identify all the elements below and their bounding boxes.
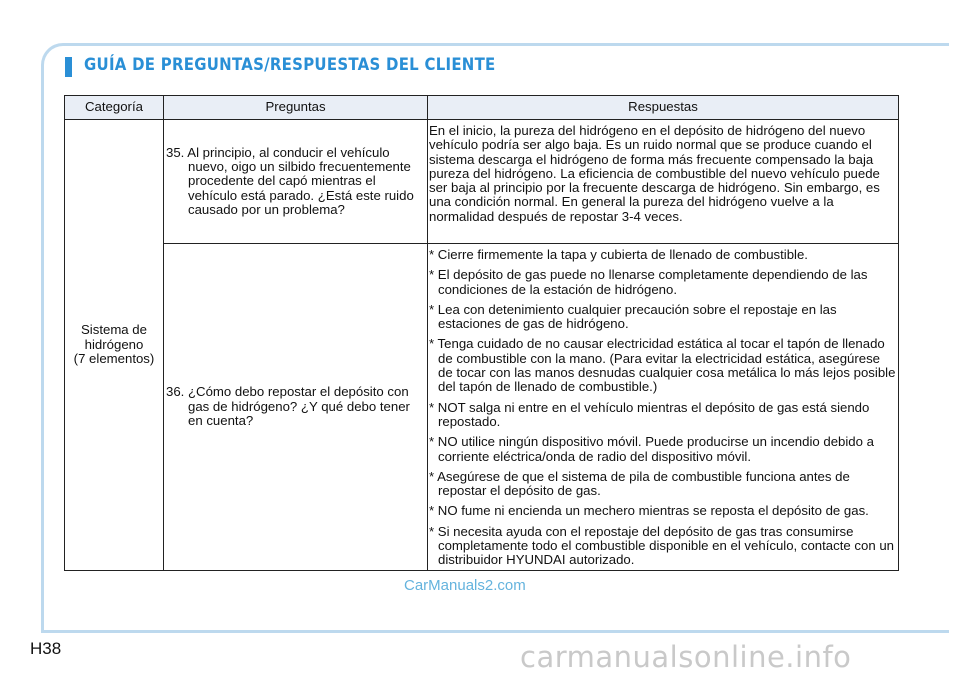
answer-bullet: * Tenga cuidado de no causar electricidad estática al tocar el tapón de llenado de combustible con la mano. (Para evitar la electricidad estática, asegúrese de tocar con las manos desnudas cualquier cosa metálica lo más lejos posible del tapón de llenado de combustible.) xyxy=(429,336,896,395)
header-answers: Respuestas xyxy=(428,96,899,120)
answer-35 xyxy=(428,120,899,244)
answer-bullet: * NO fume ni encienda un mechero mientras se reposta el depósito de gas. xyxy=(429,503,869,519)
category-line: Sistema de xyxy=(81,322,147,338)
category-cell xyxy=(65,120,164,571)
table-row xyxy=(65,120,899,244)
watermark-text: CarManuals2.com xyxy=(404,577,526,594)
question-36 xyxy=(164,244,428,571)
category-line: (7 elementos) xyxy=(73,350,155,366)
question-text: 35. Al principio, al conducir el vehículo nuevo, oigo un silbido frecuentemente procedente del capó mientras el vehículo está parado. ¿Está este ruido causado por un problema? xyxy=(166,144,414,217)
header-questions: Preguntas xyxy=(164,96,428,120)
answer-bullet: * Asegúrese de que el sistema de pila de combustible funciona antes de repostar el depósito de gas. xyxy=(429,468,850,499)
table-row xyxy=(65,244,899,571)
answer-36 xyxy=(428,244,899,571)
answer-bullet: * Si necesita ayuda con el repostaje del depósito de gas tras consumirse completamente todo el combustible disponible en el vehículo, contacte con un distribuidor HYUNDAI autorizado. xyxy=(429,523,894,568)
page-title: GUÍA DE PREGUNTAS/RESPUESTAS DEL CLIENTE xyxy=(84,55,496,75)
qa-table xyxy=(64,95,899,571)
page-number: H38 xyxy=(30,639,62,658)
footer-watermark: carmanualsonline.info xyxy=(520,640,852,674)
answer-text: En el inicio, la pureza del hidrógeno en el depósito de hidrógeno del nuevo vehículo podría ser algo baja. Es un ruido normal que se produce cuando el sistema descarga el hidrógeno de forma más frecuente compensado la baja pureza del hidrógeno. La eficiencia de combustible del nuevo vehículo puede ser baja al principio por la frecuente descarga de hidrógeno. Sin embargo, es una condición normal. En general la pureza del hidrógeno vuelve a la normalidad después de repostar 3-4 veces. xyxy=(429,123,880,224)
answer-bullet: * Lea con detenimiento cualquier precaución sobre el repostaje en las estaciones de gas de hidrógeno. xyxy=(429,301,837,332)
category-line: hidrógeno xyxy=(84,336,144,352)
header-category: Categoría xyxy=(65,96,164,120)
answer-bullet: * El depósito de gas puede no llenarse completamente dependiendo de las condiciones de la estación de hidrógeno. xyxy=(429,267,868,297)
answer-bullet: * NO utilice ningún dispositivo móvil. Puede producirse un incendio debido a corriente eléctrica/onda de radio del dispositivo móvil. xyxy=(429,434,874,464)
answer-bullet: * NOT salga ni entre en el vehículo mientras el depósito de gas está siendo repostado. xyxy=(429,399,870,429)
question-35 xyxy=(164,120,428,244)
title-accent-bar xyxy=(65,57,72,77)
answer-bullet: * Cierre firmemente la tapa y cubierta de llenado de combustible. xyxy=(429,247,808,262)
question-text: 36. ¿Cómo debo repostar el depósito con gas de hidrógeno? ¿Y qué debo tener en cuenta? xyxy=(166,384,410,428)
table-header-row xyxy=(65,96,899,120)
